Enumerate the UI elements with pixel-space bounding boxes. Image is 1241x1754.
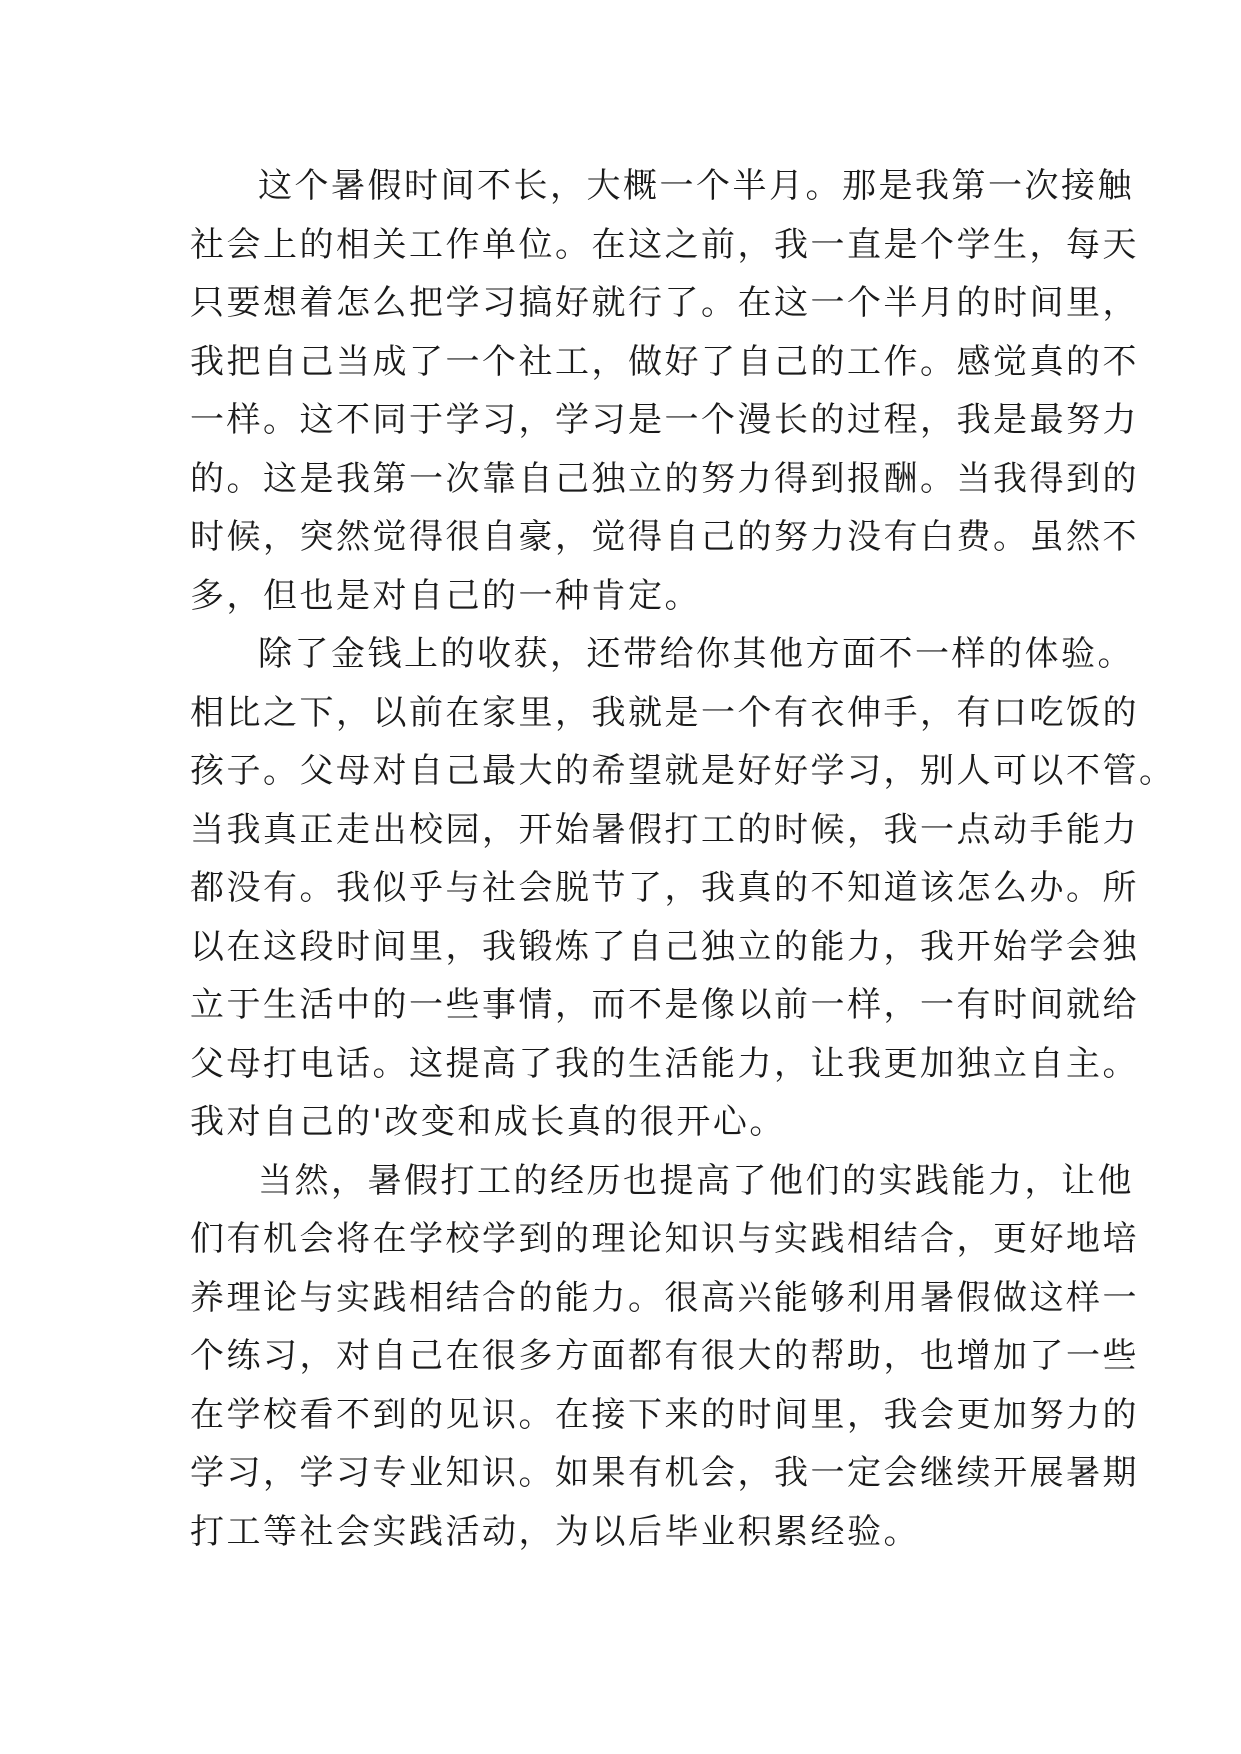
text-line: 当然，暑假打工的经历也提高了他们的实践能力，让他 <box>258 1160 1134 1201</box>
paragraph-3 <box>190 1152 1139 1562</box>
text-line: 孩子。父母对自己最大的希望就是好好学习，别人可以不管。 <box>190 751 1176 791</box>
text-line: 我对自己的'改变和成长真的很开心。 <box>190 1102 786 1142</box>
text-line: 打工等社会实践活动，为以后毕业积累经验。 <box>190 1511 920 1552</box>
text-line: 多，但也是对自己的一种肯定。 <box>190 575 701 616</box>
text-line: 学习，学习专业知识。如果有机会，我一定会继续开展暑期 <box>190 1453 1139 1493</box>
text-line: 以在这段时间里，我锻炼了自己独立的能力，我开始学会独 <box>190 926 1139 967</box>
text-line: 个练习，对自己在很多方面都有很大的帮助，也增加了一些 <box>190 1336 1139 1376</box>
paragraph-2 <box>190 625 1176 1152</box>
text-line: 相比之下，以前在家里，我就是一个有衣伸手，有口吃饭的 <box>190 692 1139 733</box>
text-line: 养理论与实践相结合的能力。很高兴能够利用暑假做这样一 <box>190 1277 1139 1318</box>
text-line: 我把自己当成了一个社工，做好了自己的工作。感觉真的不 <box>190 341 1139 382</box>
text-line: 立于生活中的一些事情，而不是像以前一样，一有时间就给 <box>190 985 1139 1025</box>
text-line: 父母打电话。这提高了我的生活能力，让我更加独立自主。 <box>190 1043 1139 1084</box>
paragraph-1 <box>190 157 1139 625</box>
text-line: 除了金钱上的收获，还带给你其他方面不一样的体验。 <box>258 634 1134 674</box>
text-line: 这个暑假时间不长，大概一个半月。那是我第一次接触 <box>258 166 1134 206</box>
text-line: 在学校看不到的见识。在接下来的时间里，我会更加努力的 <box>190 1394 1139 1435</box>
text-line: 只要想着怎么把学习搞好就行了。在这一个半月的时间里， <box>190 283 1139 323</box>
document-body <box>190 157 1176 1561</box>
text-line: 一样。这不同于学习，学习是一个漫长的过程，我是最努力 <box>190 400 1139 440</box>
text-line: 们有机会将在学校学到的理论知识与实践相结合，更好地培 <box>190 1219 1139 1259</box>
text-line: 时候，突然觉得很自豪，觉得自己的努力没有白费。虽然不 <box>190 517 1139 557</box>
text-line: 都没有。我似乎与社会脱节了，我真的不知道该怎么办。所 <box>190 868 1139 908</box>
text-line: 社会上的相关工作单位。在这之前，我一直是个学生，每天 <box>190 224 1139 265</box>
text-line: 当我真正走出校园，开始暑假打工的时候，我一点动手能力 <box>190 809 1139 850</box>
text-line: 的。这是我第一次靠自己独立的努力得到报酬。当我得到的 <box>190 458 1139 499</box>
